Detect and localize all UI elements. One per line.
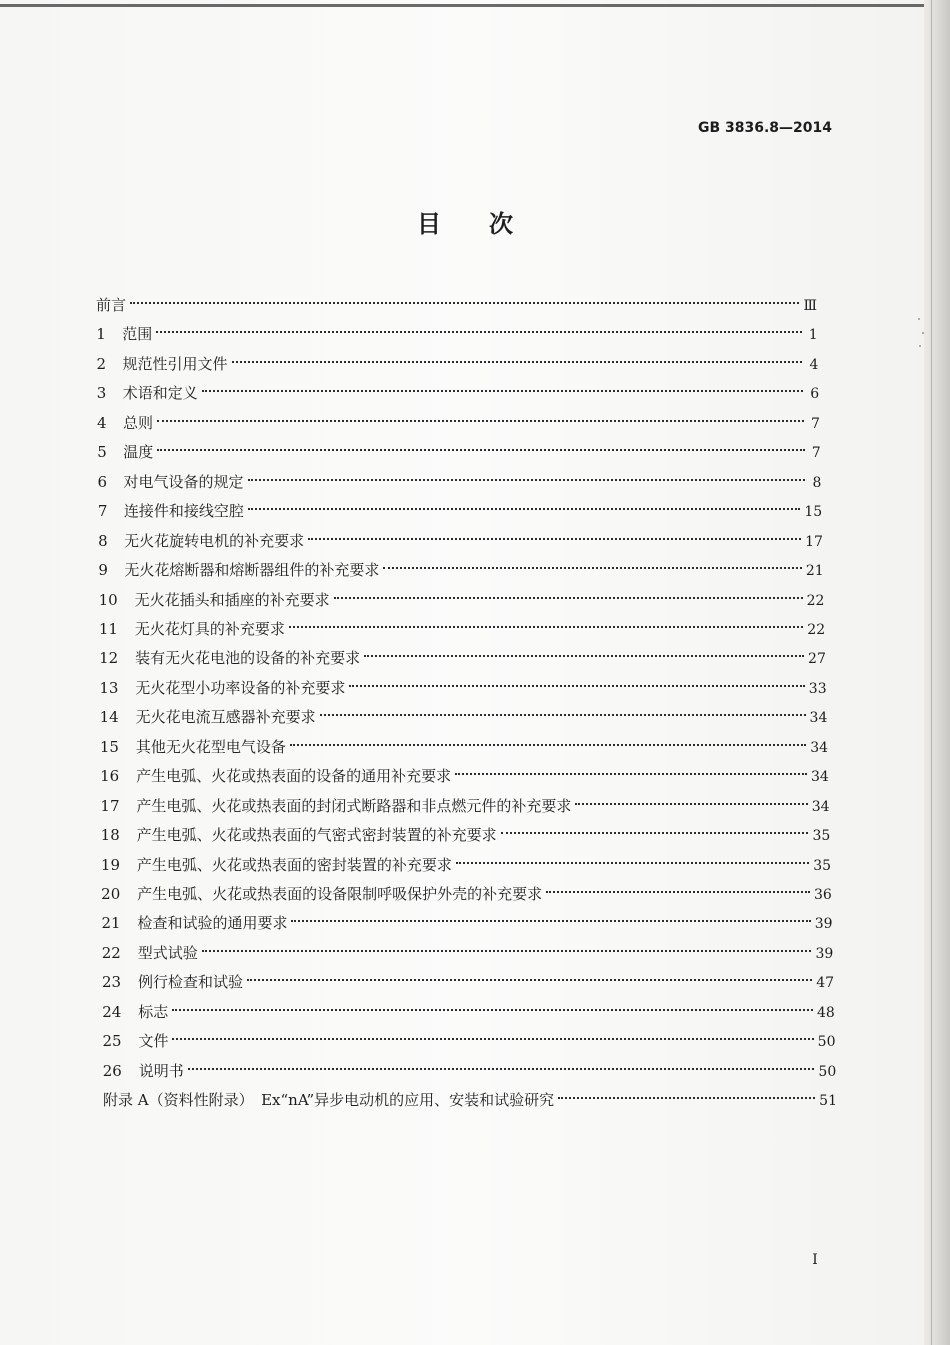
toc-entry-number: 3 xyxy=(96,384,107,403)
toc-entry-number: 4 xyxy=(97,413,107,432)
toc-entry-label: 连接件和接线空腔 xyxy=(123,502,244,521)
toc-entry-label: 其他无火花型电气设备 xyxy=(135,737,286,756)
toc-leader-dots xyxy=(455,753,807,775)
toc-entry-number: 2 xyxy=(96,354,107,373)
toc-entry-number: 13 xyxy=(99,678,119,697)
scan-speck xyxy=(919,345,921,347)
toc-entry-label: 产生电弧、火花或热表面的封闭式断路器和非点燃元件的补充要求 xyxy=(136,796,572,815)
toc-entry-page: 21 xyxy=(805,563,824,580)
toc-entry-page: 1 xyxy=(808,327,818,344)
toc-leader-dots xyxy=(248,488,801,510)
toc-entry-page: 27 xyxy=(808,651,826,668)
toc-entry-label: 总则 xyxy=(123,413,154,432)
toc-entry-label: 检查和试验的通用要求 xyxy=(137,914,288,933)
toc-entry[interactable] xyxy=(103,1083,837,1111)
toc-leader-dots xyxy=(247,959,812,981)
toc-leader-dots xyxy=(172,989,813,1011)
toc-entry-page: 39 xyxy=(814,916,833,933)
toc-entry-page: 33 xyxy=(808,680,827,697)
toc-leader-dots xyxy=(188,1048,815,1070)
toc-entry-label: 范围 xyxy=(122,325,153,344)
toc-entry-number: 25 xyxy=(102,1032,122,1051)
toc-leader-dots xyxy=(349,665,804,687)
toc-entry-number: 26 xyxy=(102,1061,122,1080)
toc-leader-dots xyxy=(157,429,804,451)
toc-entry-page: 7 xyxy=(811,445,821,462)
toc-entry-page: Ⅲ xyxy=(803,298,817,314)
toc-entry-label: 产生电弧、火花或热表面的密封装置的补充要求 xyxy=(136,855,452,874)
toc-entry-page: 39 xyxy=(815,945,834,962)
document-number: GB 3836.8—2014 xyxy=(697,120,832,136)
toc-entry-page: 35 xyxy=(813,857,832,874)
toc-entry-label: 无火花插头和插座的补充要求 xyxy=(134,590,330,609)
toc-entry-label: 附录 A（资料性附录） Ex“nA”异步电动机的应用、安装和试验研究 xyxy=(103,1091,555,1110)
toc-entry-label: 无火花型小功率设备的补充要求 xyxy=(135,678,346,697)
toc-entry-number: 20 xyxy=(101,885,121,903)
toc-leader-dots xyxy=(364,635,804,657)
toc-entry-number: 6 xyxy=(97,472,108,491)
toc-entry-page: 7 xyxy=(811,415,820,432)
toc-entry-page: 34 xyxy=(811,798,830,815)
toc-leader-dots xyxy=(456,842,809,864)
toc-entry-label: 前言 xyxy=(96,296,127,314)
toc-entry-number: 10 xyxy=(98,590,118,609)
toc-entry-label: 无火花熔断器和熔断器组件的补充要求 xyxy=(124,561,380,580)
toc-leader-dots xyxy=(501,812,809,834)
toc-entry-number: 9 xyxy=(98,561,108,580)
toc-entry-number: 5 xyxy=(97,443,107,462)
toc-entry-number: 12 xyxy=(99,649,119,668)
toc-entry-number: 21 xyxy=(101,914,121,933)
toc-entry-page: 8 xyxy=(812,474,822,491)
toc-entry-page: 22 xyxy=(807,621,826,638)
toc-entry-label: 对电气设备的规定 xyxy=(123,472,244,491)
scan-speck xyxy=(918,318,920,320)
toc-entry-page: 36 xyxy=(813,887,832,903)
toc-leader-dots xyxy=(575,783,807,805)
toc-entry-page: 17 xyxy=(805,533,823,550)
toc-entry-page: 48 xyxy=(816,1004,835,1021)
toc-entry-label: 温度 xyxy=(123,443,154,462)
toc-leader-dots xyxy=(289,606,803,628)
toc-entry-label: 说明书 xyxy=(138,1061,184,1080)
toc-entry-label: 产生电弧、火花或热表面的设备的通用补充要求 xyxy=(136,767,452,786)
page-title: 目次 xyxy=(417,210,561,238)
toc-entry-label: 规范性引用文件 xyxy=(122,354,228,373)
toc-entry-number: 19 xyxy=(100,855,121,874)
toc-leader-dots xyxy=(546,871,810,893)
toc-leader-dots xyxy=(232,341,803,363)
toc-entry-number: 22 xyxy=(101,943,121,962)
toc-entry-label: 文件 xyxy=(138,1032,169,1051)
toc-entry-page: 34 xyxy=(810,739,829,756)
toc-entry-number: 7 xyxy=(97,502,108,521)
toc-leader-dots xyxy=(202,930,812,952)
toc-entry-page: 51 xyxy=(819,1093,837,1110)
toc-entry-label: 装有无火花电池的设备的补充要求 xyxy=(135,649,361,668)
toc-entry-number: 14 xyxy=(99,708,119,727)
toc-entry-number: 16 xyxy=(100,767,120,786)
scan-speck xyxy=(922,332,924,334)
toc-entry-page: 50 xyxy=(817,1034,836,1051)
toc-entry-page: 47 xyxy=(816,975,835,992)
toc-leader-dots xyxy=(156,311,801,333)
toc-entry-label: 例行检查和试验 xyxy=(137,973,243,992)
toc-entry-number: 23 xyxy=(101,973,122,992)
toc-leader-dots xyxy=(248,459,806,481)
toc-entry-number: 1 xyxy=(96,325,106,344)
toc-leader-dots xyxy=(334,577,803,599)
toc-entry-page: 34 xyxy=(809,710,828,727)
toc-entry-page: 6 xyxy=(810,386,820,403)
toc-leader-dots xyxy=(130,282,799,304)
page-number: I xyxy=(812,1252,818,1268)
toc-leader-dots xyxy=(157,400,804,422)
toc-entry-page: 22 xyxy=(806,592,825,609)
toc-entry-label: 型式试验 xyxy=(137,943,198,962)
toc-leader-dots xyxy=(172,1018,813,1040)
toc-leader-dots xyxy=(558,1077,815,1099)
toc-leader-dots xyxy=(202,370,803,392)
toc-entry-number: 18 xyxy=(100,826,120,845)
toc-entry-number: 15 xyxy=(99,737,119,756)
toc-entry-label: 无火花灯具的补充要求 xyxy=(134,619,285,638)
toc-entry-label: 术语和定义 xyxy=(122,384,198,403)
toc-entry-label: 无火花电流互感器补充要求 xyxy=(135,708,316,727)
toc-leader-dots xyxy=(383,547,801,569)
toc-entry-number: 17 xyxy=(100,796,120,815)
toc-leader-dots xyxy=(320,694,806,716)
toc-entry-label: 无火花旋转电机的补充要求 xyxy=(124,531,305,550)
toc-leader-dots xyxy=(291,900,810,922)
toc-entry-page: 35 xyxy=(812,828,831,845)
toc-leader-dots xyxy=(308,518,801,540)
toc-entry-page: 34 xyxy=(811,769,829,786)
toc-entry-page: 50 xyxy=(818,1063,837,1080)
toc-entry-number: 11 xyxy=(98,619,118,638)
toc-entry-label: 产生电弧、火花或热表面的气密式密封装置的补充要求 xyxy=(136,826,497,845)
toc-entry-number: 8 xyxy=(98,531,108,550)
toc-entry-number: 24 xyxy=(102,1002,122,1021)
toc-entry-label: 标志 xyxy=(138,1002,169,1021)
toc-leader-dots xyxy=(290,724,806,746)
toc-entry-page: 4 xyxy=(809,356,819,373)
toc-entry-page: 15 xyxy=(804,504,823,521)
toc-entry-label: 产生电弧、火花或热表面的设备限制呼吸保护外壳的补充要求 xyxy=(137,885,543,903)
